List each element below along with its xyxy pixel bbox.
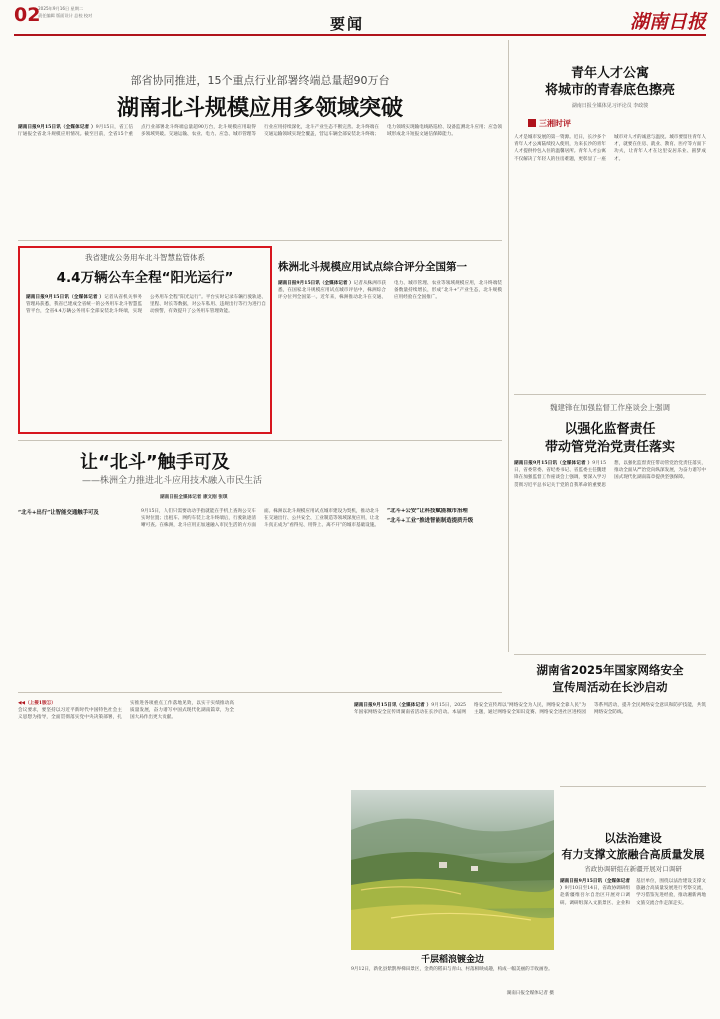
page-number: 02 bbox=[14, 4, 41, 26]
bus-story-body bbox=[26, 294, 266, 428]
pilot-story-lead: 湖南日报9月15日讯（全媒体记者 ） bbox=[278, 281, 354, 286]
law-title-line1: 以法治建设 bbox=[604, 831, 662, 845]
forum-story-title: 让“北斗”触手可及 bbox=[80, 452, 230, 473]
commentary-rule bbox=[514, 394, 706, 395]
commentary-byline: 湖南日报全媒体见习评论员 李政骏 bbox=[571, 103, 649, 109]
supervision-title-line2: 带动管党治党责任落实 bbox=[544, 440, 675, 455]
main-story-rule bbox=[18, 240, 502, 241]
pilot-story-title: 株洲北斗规模应用试点综合评分全国第一 bbox=[278, 261, 467, 273]
law-text: 9月10日至14日，省政协调研组赴新疆维吾尔自治区开展对口调研。调研组深入文旅景区、企业和基层单位，围绕以法治建设支撑文旅融合高质量发展进行考察交流，学习借鉴先进经验，推动湘新两地文旅交流合作走深走实。 bbox=[560, 879, 706, 906]
photo-caption-title: 千层稻浪镀金边 bbox=[420, 955, 484, 965]
supervision-kicker: 魏建锋在加强监督工作座谈会上强调 bbox=[550, 403, 670, 412]
commentary-body bbox=[514, 134, 706, 390]
pilot-story-text: 记者从株洲市获悉，在国家北斗规模应用试点城市评估中，株洲综合评分位列全国第一。近年来，株洲推动北斗在交通、电力、城市管理、农业等领域规模应用，北斗终端装备数量持续增长，形成“北斗+”产业生态，北斗规模应用经验在全国推广。 bbox=[278, 281, 502, 301]
main-story-subtitle: 部省协同推进，15个重点行业部署终端总量超90万台 bbox=[130, 74, 390, 87]
main-story-text: 9月15日，省工信厅通报全省北斗规模应用情况。截至目前，全省15个重点行业部署北斗终端总量超90万台，北斗规模应用取得多领域突破。交通运输、农业、电力、应急、城市管理等行业应用持续深化，北斗产业生态不断完善。北斗终端在交通运输领域实现全覆盖，营运车辆全部安装北斗终端；电力领域实现输电线路巡检、设备监测北斗应用；应急领域形成北斗短报文通信保障能力。 bbox=[18, 125, 502, 138]
continued-body bbox=[18, 700, 346, 1012]
network-text: 9月15日，2025年国家网络安全宣传周湖南省活动在长沙启动。本届网络安全宣传周以“网络安全为人民，网络安全靠人民”为主题，通过网络安全知识竞赛、网络安全进社区进校园等系列活动，提升全民网络安全意识和防护技能，共筑网络安全防线。 bbox=[354, 703, 706, 716]
main-story-lead: 湖南日报9月15日讯（全媒体记者 ） bbox=[18, 125, 96, 130]
terrace-photo bbox=[351, 790, 554, 950]
network-lead: 湖南日报9月15日讯（全媒体记者 ） bbox=[354, 703, 432, 708]
forum-heading-industry: “北斗+工业”推进智能制造提质升级 bbox=[387, 518, 474, 525]
commentary-column-text: 三湘时评 bbox=[539, 119, 571, 128]
supervision-rule bbox=[514, 654, 706, 655]
commentary-title-line2: 将城市的青春底色擦亮 bbox=[544, 83, 675, 98]
law-body bbox=[560, 878, 706, 1012]
forum-heading-police: “北斗+公安”让科技赋能城市治理 bbox=[387, 508, 468, 514]
column-divider bbox=[508, 40, 509, 652]
network-rule bbox=[560, 786, 706, 787]
network-title-line1: 湖南省2025年国家网络安全 bbox=[536, 663, 684, 677]
bus-story-text: 记者从省机关事务管理局获悉，我省已建成全省统一的公务用车北斗智慧监管平台，全省4.4万辆公务用车全部安装北斗终端，实现公务用车全程“阳光运行”。平台实时记录车辆行驶轨迹、里程、时长等数据，对公车私用、违规出行等行为进行自动预警，有效提升了公务用车管理效能。 bbox=[26, 295, 266, 315]
network-body bbox=[354, 702, 706, 780]
photo-caption: 9月12日，新化县紫鹊界梯田景区，金黄的稻田与青山、村落相映成趣，构成一幅美丽的丰收画卷。 bbox=[351, 967, 553, 972]
terrace-illustration bbox=[351, 790, 554, 950]
forum-story-byline: 湖南日报全媒体记者 康文刚 张琪 bbox=[160, 495, 228, 500]
law-title-line2: 有力支撑文旅融合高质量发展 bbox=[561, 848, 705, 861]
commentary-title-line1: 青年人才公寓 bbox=[570, 66, 649, 81]
law-lead: 湖南日报9月15日讯（全媒体记者 ） bbox=[560, 879, 630, 892]
pilot-story-rule bbox=[18, 440, 502, 441]
bus-story-title: 4.4万辆公车全程“阳光运行” bbox=[56, 270, 234, 286]
bus-story-kicker: 我省建成公务用车北斗智慧监管体系 bbox=[85, 253, 205, 262]
header-rule bbox=[14, 34, 706, 36]
bus-story-lead: 湖南日报9月15日讯（全媒体记者 ） bbox=[26, 295, 105, 300]
main-story-body bbox=[18, 124, 502, 238]
network-title-line2: 宣传周活动在长沙启动 bbox=[552, 680, 668, 694]
forum-story-rule bbox=[18, 692, 502, 693]
main-story-title: 湖南北斗规模应用多领域突破 bbox=[116, 96, 403, 121]
commentary-text: 人才是城市发展的第一资源。近日，长沙多个青年人才公寓陆续投入使用，为来长沙的青年人才提供拎包入住的温馨居所。青年人才公寓不仅解决了年轻人的住房难题，更彰显了一座城市对人才的诚意与温度。城市要留住青年人才，就要在住房、就业、教育、医疗等方面下功夫，让青年人才在这里安居乐业、圆梦成才。 bbox=[514, 135, 706, 162]
section-title: 要闻 bbox=[330, 15, 365, 33]
forum-story-subtitle: ——株洲全力推进北斗应用技术融入市民生活 bbox=[82, 476, 263, 486]
commentary-column-label bbox=[528, 118, 571, 129]
supervision-title-line1: 以强化监督责任 bbox=[564, 422, 656, 437]
continued-text: 会议要求，要坚持以习近平新时代中国特色社会主义思想为指导，全面贯彻落实党中央决策部署，扎实推进各项重点工作落地见效，以实干实绩推动高质量发展，奋力谱写中国式现代化湖南篇章，为全国大局作出更大贡献。 bbox=[18, 701, 234, 721]
column-label-icon bbox=[528, 119, 536, 127]
supervision-text: 9月15日，省委常委、省纪委书记、省监委主任魏建锋在加强监督工作座谈会上强调，要深入学习贯彻习近平总书记关于党的自我革命的重要思想，以强化监督责任带动管党治党责任落实，推动全面从严治党向纵深发展，为奋力谱写中国式现代化湖南篇章提供坚强保障。 bbox=[514, 461, 706, 488]
header-meta-editors: 责任编辑 版面设计 总校 校对 bbox=[38, 13, 93, 18]
law-subtitle: 省政协调研组在新疆开展对口调研 bbox=[584, 865, 682, 873]
header-meta-date: 2025年9月16日 星期二 bbox=[38, 6, 84, 11]
pilot-story-body bbox=[278, 280, 502, 430]
newspaper-logo: 湖南日报 bbox=[629, 11, 706, 33]
forum-heading-travel: “北斗+出行”让智能交通触手可及 bbox=[18, 510, 99, 516]
forum-story-text: 9月15日，人们只需要动动手指就能在手机上查询公交车实时位置；出租车、网约车装上北斗终端后，行驶轨迹清晰可查。在株洲，北斗应用正加速融入市民生活的方方面面。株洲以北斗规模应用试点城市建设为契机，推动北斗在交通出行、公共安全、工业制造等领域深度应用，让北斗真正成为“看得见、用得上、离不开”的城市基础设施。 bbox=[141, 509, 379, 529]
photo-credit: 湖南日报全媒体记者 摄 bbox=[506, 991, 554, 996]
supervision-body bbox=[514, 460, 706, 650]
supervision-lead: 湖南日报9月15日讯（全媒体记者 ） bbox=[514, 461, 593, 466]
forum-story-body bbox=[18, 508, 502, 686]
continued-marker: ◀◀（上接1版①） bbox=[18, 701, 56, 706]
